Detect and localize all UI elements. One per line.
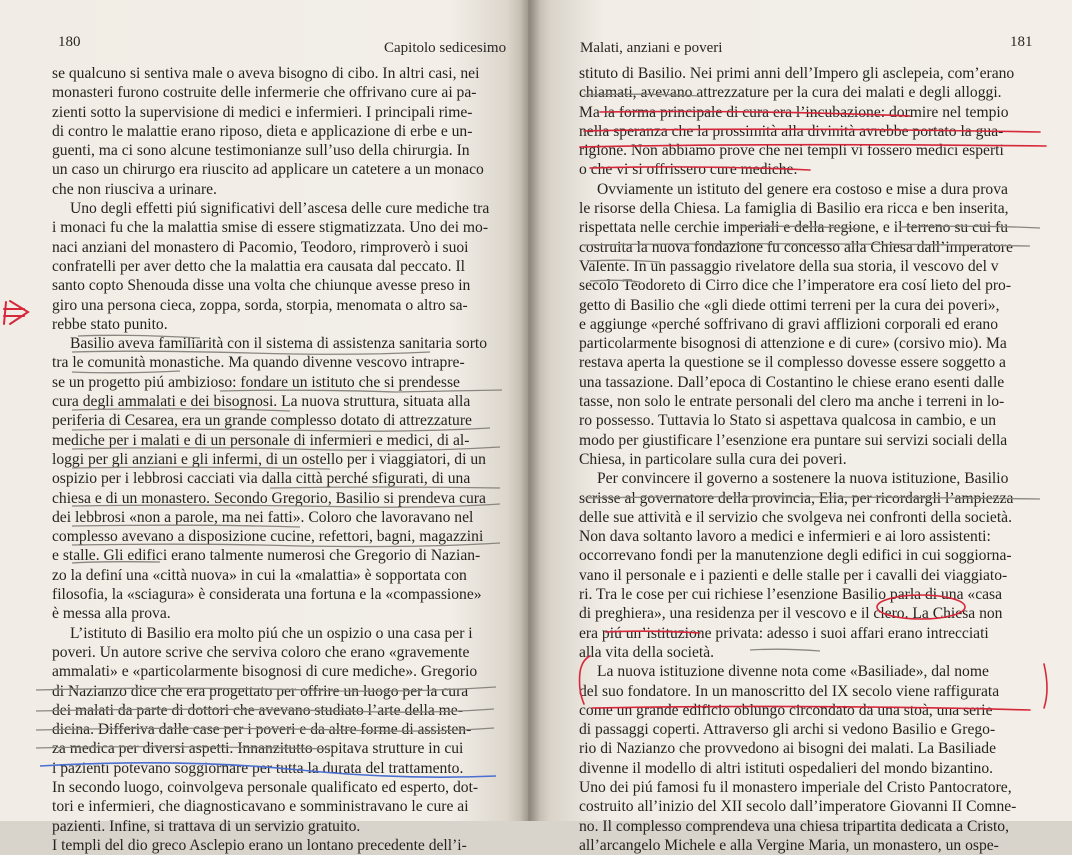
right-running-head: Malati, anziani e poveri: [580, 40, 723, 56]
text-line: nella speranza che la prossimità alla divinità avrebbe portato la gua-: [579, 122, 1004, 140]
text-line: ri. Tra le cose per cui richiese l’esenzione Basilio parla di una «casa: [579, 586, 1003, 604]
text-line: di preghiera», una residenza per il vescovo e il clero. La Chiesa non: [579, 605, 1003, 623]
text-line: chiesa e di un monastero. Secondo Gregorio, Basilio si prendeva cura: [52, 489, 486, 507]
text-line: è messa alla prova.: [52, 605, 171, 623]
text-line: stituto di Basilio. Nei primi anni dell’Impero gli asclepeia, com’erano: [579, 65, 1015, 82]
left-page-body: [52, 64, 508, 855]
text-line: restava aperta la questione se il complesso dovesse essere soggetto a: [579, 354, 1006, 372]
text-line: divenne il modello di altri istituti ospedalieri del mondo bizantino.: [579, 759, 994, 777]
right-page: [528, 0, 1072, 854]
text-line: Per convincere il governo a sostenere la nuova istituzione, Basilio: [597, 470, 1009, 488]
left-page: [0, 0, 528, 854]
text-line: zienti sotto la supervisione di medici e infermieri. I principali rime-: [52, 103, 473, 121]
text-line: che non riusciva a urinare.: [52, 180, 217, 198]
text-line: tasse, non solo le entrate personali del clero ma anche i terreni in lo-: [579, 393, 1005, 411]
text-line: complesso avevano a disposizione cucine, refettori, bagni, magazzini: [52, 528, 484, 546]
text-line: di contro le malattie erano riposo, dieta e applicazione di erbe e un-: [52, 122, 473, 140]
text-line: Valente. In un passaggio rivelatore della sua storia, il vescovo del v: [579, 257, 999, 275]
text-line: Non dava soltanto lavoro a medici e infermieri e ai loro assistenti:: [579, 528, 991, 546]
text-line: periferia di Cesarea, era un grande complesso dotato di attrezzature: [52, 412, 472, 430]
text-line: I templi del dio greco Asclepio erano un lontano precedente dell’i-: [52, 836, 467, 854]
text-line: le risorse della Chiesa. La famiglia di Basilio era ricca e ben inserita,: [579, 200, 1009, 218]
text-line: dei lebbrosi «non a parole, ma nei fatti». Coloro che lavoravano nel: [52, 508, 474, 526]
text-line: Ma la forma principale di cura era l’incubazione: dormire nel tempio: [579, 103, 1009, 121]
text-line: secolo Teodoreto di Cirro dice che l’imperatore era cosí lieto del pro-: [579, 277, 1012, 295]
text-line: come un grande edificio oblungo circondato da una stoà, una serie: [579, 701, 993, 719]
text-line: Chiesa, in particolare sulla cura dei poveri.: [579, 450, 847, 468]
text-line: Ovviamente un istituto del genere era costoso e mise a dura prova: [597, 180, 1008, 198]
text-line: L’istituto di Basilio era molto piú che un ospizio o una casa per i: [70, 624, 473, 642]
text-line: Uno dei piú famosi fu il monastero imperiale del Cristo Pantocratore,: [579, 778, 1012, 796]
text-line: rigione. Non abbiamo prove che nei templi vi fossero medici esperti: [579, 142, 1004, 160]
text-line: cura degli ammalati e dei bisognosi. La nuova struttura, situata alla: [52, 393, 471, 411]
text-line: ammalati» e «particolarmente bisognosi di cure mediche». Gregorio: [52, 663, 478, 681]
text-line: zo la definí una «città nuova» in cui la «malattia» è sopportata con: [52, 566, 467, 584]
text-line: Basilio aveva familiarità con il sistema di assistenza sanitaria sorto: [70, 335, 488, 353]
text-line: giro una persona cieca, zoppa, sorda, storpia, menomata o altro sa-: [52, 296, 468, 314]
text-line: e stalle. Gli edifici erano talmente numerosi che Gregorio di Nazian-: [52, 547, 481, 565]
text-line: rebbe stato punito.: [52, 315, 168, 333]
text-line: e aggiunge «perché soffrivano di gravi afflizioni corporali ed erano: [579, 315, 998, 333]
text-line: tra le comunità monastiche. Ma quando divenne vescovo intrapre-: [52, 354, 465, 372]
text-line: se un progetto piú ambizioso: fondare un istituto che si prendesse: [52, 373, 460, 391]
text-line: vano il personale e i pazienti e delle stalle per i cavalli dei viaggiato-: [579, 566, 1008, 584]
text-line: di passaggi coperti. Attraverso gli archi si vedono Basilio e Grego-: [579, 721, 996, 739]
text-line: ro possesso. Tuttavia lo Stato si aspettava qualcosa in cambio, e un: [579, 412, 997, 430]
text-line: poveri. Un autore scrive che serviva coloro che erano «gravemente: [52, 643, 470, 661]
text-line: no. Il complesso comprendeva una chiesa tripartita dedicata a Cristo,: [579, 817, 1009, 835]
text-line: filosofia, la «sciagura» è considerata una fortuna e la «compassione»: [52, 586, 482, 604]
text-line: naci anziani del monastero di Pacomio, Teodoro, rimproverò i suoi: [52, 238, 469, 256]
text-line: i pazienti potevano soggiornare per tutta la durata del trattamento.: [52, 759, 464, 777]
text-line: confratelli per aver detto che la malattia era causata dal peccato. Il: [52, 257, 465, 275]
text-line: di Nazianzo dice che era progettato per offrire un luogo per la cura: [52, 682, 469, 700]
left-running-head: Capitolo sedicesimo: [384, 40, 507, 56]
text-line: getto di Basilio che «gli diede ottimi terreni per la cura dei poveri»,: [579, 296, 1000, 314]
text-line: dei malati da parte di dottori che avevano studiato l’arte della me-: [52, 701, 463, 719]
right-page-body: [579, 64, 1057, 855]
text-line: santo copto Shenouda disse una volta che chiunque avesse preso in: [52, 277, 471, 295]
text-line: costruita la nuova fondazione fu concesso alla Chiesa dall’imperatore: [579, 238, 1013, 256]
text-line: chiamati, avevano attrezzature per la cura dei malati e degli alloggi.: [579, 84, 1002, 102]
text-line: era piú un’istituzione privata: adesso i suoi affari erano intrecciati: [579, 624, 989, 642]
text-line: Uno degli effetti piú significativi dell’ascesa delle cure mediche tra: [70, 200, 490, 218]
text-line: guenti, ma ci sono alcune testimonianze sull’uso della chirurgia. In: [52, 142, 470, 160]
text-line: modo per giustificare l’esenzione era puntare sui servizi sociali della: [579, 431, 1008, 449]
text-line: all’arcangelo Michele e alla Vergine Maria, un monastero, un ospe-: [579, 836, 999, 854]
text-line: occorrevano fondi per la manutenzione degli edifici in cui soggiorna-: [579, 547, 1012, 565]
text-line: i monaci fu che la malattia smise di essere stigmatizzata. Uno dei mo-: [52, 219, 489, 237]
text-line: In secondo luogo, coinvolgeva personale qualificato ed esperto, dot-: [52, 778, 479, 796]
text-line: se qualcuno si sentiva male o aveva bisogno di cibo. In altri casi, nei: [52, 65, 480, 82]
text-line: rispettata nelle cerchie imperiali e della regione, e il terreno su cui fu: [579, 219, 1009, 237]
text-line: scrisse al governatore della provincia, Elia, per ricordargli l’ampiezza: [579, 489, 1014, 507]
text-line: o che vi si offrissero cure mediche.: [579, 161, 798, 179]
right-page-number: 181: [1010, 34, 1033, 50]
text-line: del suo fondatore. In un manoscritto del IX secolo viene raffigurata: [579, 682, 1000, 700]
left-page-number: 180: [58, 34, 81, 50]
text-line: monasteri furono costruite delle infermerie che offrivano cure ai pa-: [52, 84, 477, 102]
text-line: costruito all’inizio del XII secolo dall’imperatore Giovanni II Comne-: [579, 798, 1017, 816]
text-line: una tassazione. Dall’epoca di Costantino le chiese erano esenti dalle: [579, 373, 1005, 391]
text-line: rio di Nazianzo che provvedono ai bisogni dei malati. La Basiliade: [579, 740, 997, 758]
text-line: tori e infermieri, che diagnosticavano e somministravano le cure ai: [52, 798, 469, 816]
text-line: La nuova istituzione divenne nota come «Basiliade», dal nome: [597, 663, 989, 681]
text-line: dicina. Differiva dalle case per i poveri e da altre forme di assisten-: [52, 721, 472, 739]
text-line: loggi per gli anziani e gli infermi, di un ostello per i viaggiatori, di un: [52, 450, 486, 468]
text-line: mediche per i malati e di un personale di infermieri e medici, di al-: [52, 431, 470, 449]
text-line: pazienti. Infine, si trattava di un servizio gratuito.: [52, 817, 361, 835]
text-line: particolarmente bisognosi di attenzione e di cure» (corsivo mio). Ma: [579, 335, 1007, 353]
text-line: za medica per diversi aspetti. Innanzitutto ospitava strutture in cui: [52, 740, 464, 758]
text-line: delle sue attività e il servizio che svolgeva nei confronti della società.: [579, 508, 1013, 526]
text-line: alla vita della società.: [579, 643, 715, 661]
book-gutter: [520, 0, 540, 821]
text-line: ospizio per i lebbrosi cacciati via dalla città perché sfigurati, di una: [52, 470, 471, 488]
text-line: un caso un chirurgo era riuscito ad applicare un catetere a un monaco: [52, 161, 484, 179]
